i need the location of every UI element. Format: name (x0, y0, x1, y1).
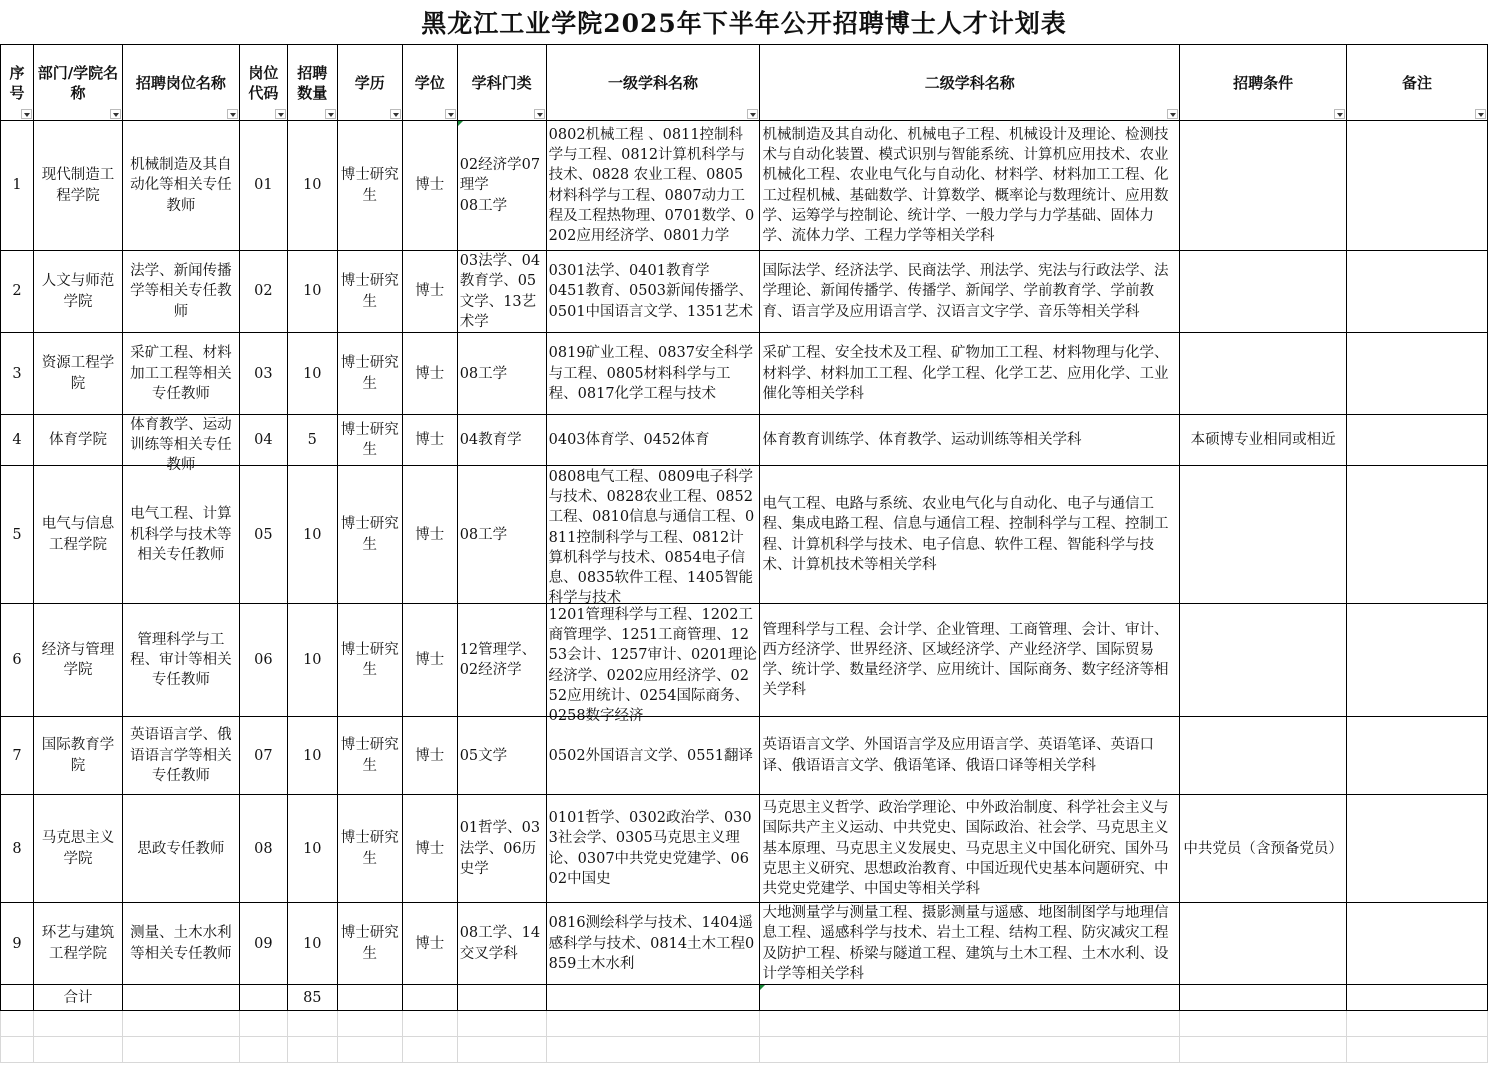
education-cell[interactable]: 博士研究生 (337, 604, 402, 717)
comment-marker (458, 121, 463, 126)
table-row (1, 121, 1488, 251)
condition-cell[interactable] (1180, 466, 1347, 604)
count-cell[interactable]: 10 (287, 604, 337, 717)
empty-cell[interactable] (402, 1011, 457, 1037)
total-empty-cell[interactable] (1347, 985, 1488, 1011)
recruitment-table (0, 44, 1488, 1063)
post-cell[interactable]: 思政专任教师 (122, 795, 239, 903)
filter-dropdown-icon[interactable] (1334, 109, 1345, 119)
filter-dropdown-icon[interactable] (445, 109, 456, 119)
second-level-cell[interactable]: 马克思主义哲学、政治学理论、中外政治制度、科学社会主义与国际共产主义运动、中共党史、国际政治、社会学、马克思主义基本原理、马克思主义发展史、马克思主义中国化研究、国外马克思主义研究、思想政治教育、中国近现代史基本问题研究、中共党史党建学、中国史等相关学科 (760, 795, 1180, 903)
filter-dropdown-icon[interactable] (227, 109, 238, 119)
condition-cell[interactable]: 本硕博专业相同或相近 (1180, 415, 1347, 466)
degree-cell[interactable]: 博士 (402, 795, 457, 903)
degree-cell[interactable]: 博士 (402, 466, 457, 604)
header-label: 岗位代码 (248, 63, 279, 102)
note-cell[interactable] (1347, 466, 1488, 604)
education-cell[interactable]: 博士研究生 (337, 466, 402, 604)
category-cell[interactable] (457, 121, 546, 251)
degree-cell[interactable]: 博士 (402, 717, 457, 795)
dept-cell[interactable]: 电气与信息工程学院 (33, 466, 122, 604)
first-level-cell[interactable]: 0502外国语言文学、0551翻译 (546, 717, 760, 795)
header-label: 学历 (354, 73, 385, 92)
row-number[interactable]: 9 (1, 903, 34, 985)
dept-cell[interactable]: 资源工程学院 (33, 333, 122, 415)
education-cell[interactable]: 博士研究生 (337, 121, 402, 251)
first-level-text: 1201管理科学与工程、1202工商管理学、1251工商管理、1253会计、1257审计、0201理论经济学、0202应用经济学、0252应用统计、0254国际商务、0258数字经济 (548, 606, 757, 725)
row-number[interactable]: 4 (1, 415, 34, 466)
dept-cell[interactable]: 马克思主义学院 (33, 795, 122, 903)
empty-cell[interactable] (337, 1037, 402, 1063)
empty-cell[interactable] (1347, 1037, 1488, 1063)
second-level-cell[interactable]: 管理科学与工程、会计学、企业管理、工商管理、会计、审计、西方经济学、世界经济、区域经济学、产业经济学、国际贸易学、统计学、数量经济学、应用统计、国际商务、数字经济等相关学科 (760, 604, 1180, 717)
table-row (1, 415, 1488, 466)
total-empty-cell[interactable] (760, 985, 1180, 1011)
count-cell[interactable]: 10 (287, 121, 337, 251)
empty-cell[interactable] (546, 1037, 760, 1063)
header-cell[interactable] (760, 45, 1180, 121)
empty-cell[interactable] (33, 1037, 122, 1063)
page-title: 黑龙江工业学院2025年下半年公开招聘博士人才计划表 (421, 9, 1067, 38)
education-cell[interactable]: 博士研究生 (337, 333, 402, 415)
dept-cell[interactable]: 国际教育学院 (33, 717, 122, 795)
total-empty-cell[interactable] (546, 985, 760, 1011)
table-row (1, 903, 1488, 985)
note-cell[interactable] (1347, 795, 1488, 903)
count-cell[interactable]: 10 (287, 717, 337, 795)
empty-cell[interactable] (122, 1011, 239, 1037)
category-cell[interactable]: 01哲学、03法学、06历史学 (457, 795, 546, 903)
code-cell[interactable]: 04 (239, 415, 287, 466)
total-row (1, 985, 1488, 1011)
note-cell[interactable] (1347, 717, 1488, 795)
degree-cell[interactable]: 博士 (402, 251, 457, 333)
category-cell[interactable]: 08工学 (457, 466, 546, 604)
empty-cell[interactable] (760, 1011, 1180, 1037)
count-cell[interactable]: 10 (287, 466, 337, 604)
degree-cell[interactable]: 博士 (402, 903, 457, 985)
total-empty-cell[interactable] (337, 985, 402, 1011)
note-cell[interactable] (1347, 903, 1488, 985)
empty-cell[interactable] (1180, 1011, 1347, 1037)
post-cell[interactable]: 采矿工程、材料加工工程等相关专任教师 (122, 333, 239, 415)
header-label: 招聘岗位名称 (135, 73, 226, 92)
category-cell[interactable]: 03法学、04教育学、05文学、13艺术学 (457, 251, 546, 333)
code-cell[interactable]: 08 (239, 795, 287, 903)
row-number[interactable]: 3 (1, 333, 34, 415)
total-count[interactable]: 85 (287, 985, 337, 1011)
education-cell[interactable]: 博士研究生 (337, 415, 402, 466)
table-row (1, 717, 1488, 795)
code-cell[interactable]: 06 (239, 604, 287, 717)
header-label: 部门/学院名称 (37, 63, 119, 102)
table-row (1, 795, 1488, 903)
code-cell[interactable]: 03 (239, 333, 287, 415)
post-cell[interactable]: 测量、土木水利等相关专任教师 (122, 903, 239, 985)
empty-cell[interactable] (457, 1037, 546, 1063)
note-cell[interactable] (1347, 251, 1488, 333)
category-text: 02经济学07理学 08工学 (459, 157, 541, 214)
filter-dropdown-icon[interactable] (747, 109, 758, 119)
header-label: 一级学科名称 (608, 73, 699, 92)
header-cell[interactable] (337, 45, 402, 121)
header-label: 招聘条件 (1233, 73, 1294, 92)
dept-cell[interactable]: 人文与师范学院 (33, 251, 122, 333)
dept-cell[interactable]: 经济与管理学院 (33, 604, 122, 717)
dept-cell[interactable]: 环艺与建筑工程学院 (33, 903, 122, 985)
condition-cell[interactable]: 中共党员（含预备党员） (1180, 795, 1347, 903)
table-row (1, 251, 1488, 333)
second-level-cell[interactable]: 英语语言文学、外国语言学及应用语言学、英语笔译、英语口译、俄语语言文学、俄语笔译、俄语口译等相关学科 (760, 717, 1180, 795)
row-number[interactable]: 6 (1, 604, 34, 717)
code-cell[interactable]: 01 (239, 121, 287, 251)
condition-cell[interactable] (1180, 121, 1347, 251)
header-cell[interactable] (457, 45, 546, 121)
total-empty-cell[interactable] (1, 985, 34, 1011)
header-cell[interactable] (546, 45, 760, 121)
second-level-cell[interactable]: 体育教育训练学、体育教学、运动训练等相关学科 (760, 415, 1180, 466)
empty-cell[interactable] (402, 1037, 457, 1063)
post-cell[interactable]: 管理科学与工程、审计等相关专任教师 (122, 604, 239, 717)
filter-dropdown-icon[interactable] (1475, 109, 1486, 119)
category-cell[interactable]: 08工学、14交叉学科 (457, 903, 546, 985)
total-empty-cell[interactable] (1180, 985, 1347, 1011)
empty-cell[interactable] (122, 1037, 239, 1063)
empty-cell[interactable] (546, 1011, 760, 1037)
empty-cell[interactable] (1347, 1011, 1488, 1037)
total-label[interactable]: 合计 (33, 985, 122, 1011)
post-cell[interactable]: 机械制造及其自动化等相关专任教师 (122, 121, 239, 251)
table-row (1, 604, 1488, 717)
empty-cell[interactable] (239, 1037, 287, 1063)
dept-cell[interactable]: 体育学院 (33, 415, 122, 466)
second-level-cell[interactable]: 机械制造及其自动化、机械电子工程、机械设计及理论、检测技术与自动化装置、模式识别与智能系统、计算机应用技术、农业机械化工程、农业电气化与自动化、材料学、材料加工工程、化工过程机械、基础数学、计算数学、概率论与数理统计、应用数学、运筹学与控制论、统计学、一般力学与力学基础、固体力学、流体力学、工程力学等相关学科 (760, 121, 1180, 251)
empty-cell[interactable] (1, 1011, 34, 1037)
education-cell[interactable]: 博士研究生 (337, 795, 402, 903)
header-label: 序号 (9, 63, 25, 102)
note-cell[interactable] (1347, 121, 1488, 251)
first-level-cell[interactable]: 0403体育学、0452体育 (546, 415, 760, 466)
second-level-cell[interactable]: 电气工程、电路与系统、农业电气化与自动化、电子与通信工程、集成电路工程、信息与通信工程、控制科学与工程、控制工程、计算机科学与技术、电子信息、软件工程、智能科学与技术、计算机技术等相关学科 (760, 466, 1180, 604)
empty-cell[interactable] (239, 1011, 287, 1037)
filter-dropdown-icon[interactable] (21, 109, 32, 119)
filter-dropdown-icon[interactable] (325, 109, 336, 119)
empty-cell[interactable] (337, 1011, 402, 1037)
first-level-cell[interactable]: 0101哲学、0302政治学、0303社会学、0305马克思主义理论、0307中共党史党建学、0602中国史 (546, 795, 760, 903)
header-label: 二级学科名称 (924, 73, 1015, 92)
code-cell[interactable]: 07 (239, 717, 287, 795)
empty-cell[interactable] (287, 1037, 337, 1063)
count-cell[interactable]: 10 (287, 795, 337, 903)
empty-row (1, 1011, 1488, 1037)
condition-cell[interactable] (1180, 333, 1347, 415)
header-cell[interactable] (287, 45, 337, 121)
condition-cell[interactable] (1180, 251, 1347, 333)
table-row (1, 466, 1488, 604)
count-cell[interactable]: 10 (287, 333, 337, 415)
filter-dropdown-icon[interactable] (275, 109, 286, 119)
first-level-cell[interactable]: 0816测绘科学与技术、1404遥感科学与技术、0814土木工程0859土木水利 (546, 903, 760, 985)
header-cell[interactable] (402, 45, 457, 121)
code-cell[interactable]: 02 (239, 251, 287, 333)
category-cell[interactable]: 08工学 (457, 333, 546, 415)
empty-cell[interactable] (1, 1037, 34, 1063)
category-cell[interactable]: 05文学 (457, 717, 546, 795)
post-cell[interactable]: 电气工程、计算机科学与技术等相关专任教师 (122, 466, 239, 604)
total-empty-cell[interactable] (457, 985, 546, 1011)
second-level-cell[interactable]: 采矿工程、安全技术及工程、矿物加工工程、材料物理与化学、材料学、材料加工工程、化学工程、化学工艺、应用化学、工业催化等相关学科 (760, 333, 1180, 415)
empty-cell[interactable] (457, 1011, 546, 1037)
education-cell[interactable]: 博士研究生 (337, 717, 402, 795)
post-text: 体育教学、运动训练等相关专任教师 (130, 417, 232, 474)
header-cell[interactable] (1, 45, 34, 121)
first-level-cell[interactable]: 0802机械工程 、0811控制科学与工程、0812计算机科学与技术、0828 农业工程、0805材料科学与工程、0807动力工程及工程热物理、0701数学、0202应用经济学、0801力学 (546, 121, 760, 251)
row-number[interactable]: 1 (1, 121, 34, 251)
header-cell[interactable] (1180, 45, 1347, 121)
empty-cell[interactable] (1180, 1037, 1347, 1063)
empty-cell[interactable] (760, 1037, 1180, 1063)
dept-cell[interactable]: 现代制造工程学院 (33, 121, 122, 251)
post-cell[interactable]: 英语语言学、俄语语言学等相关专任教师 (122, 717, 239, 795)
code-cell[interactable]: 05 (239, 466, 287, 604)
category-cell[interactable]: 04教育学 (457, 415, 546, 466)
first-level-cell[interactable] (546, 466, 760, 607)
row-number[interactable]: 2 (1, 251, 34, 333)
post-cell[interactable]: 法学、新闻传播学等相关专任教师 (122, 251, 239, 333)
first-level-cell[interactable]: 0301法学、0401教育学 0451教育、0503新闻传播学、0501中国语言文学、1351艺术 (546, 251, 760, 333)
header-cell[interactable] (122, 45, 239, 121)
header-row (1, 45, 1488, 121)
condition-cell[interactable] (1180, 717, 1347, 795)
note-cell[interactable] (1347, 415, 1488, 466)
header-label: 招聘数量 (297, 63, 328, 102)
row-number[interactable]: 8 (1, 795, 34, 903)
total-empty-cell[interactable] (402, 985, 457, 1011)
education-cell[interactable]: 博士研究生 (337, 903, 402, 985)
header-label: 学科门类 (471, 73, 532, 92)
filter-dropdown-icon[interactable] (1167, 109, 1178, 119)
education-cell[interactable]: 博士研究生 (337, 251, 402, 333)
filter-dropdown-icon[interactable] (390, 109, 401, 119)
empty-row (1, 1037, 1488, 1063)
comment-marker (760, 985, 765, 990)
degree-cell[interactable]: 博士 (402, 333, 457, 415)
degree-cell[interactable]: 博士 (402, 415, 457, 466)
category-cell[interactable]: 12管理学、02经济学 (457, 604, 546, 717)
total-empty-cell[interactable] (122, 985, 239, 1011)
second-level-cell[interactable]: 国际法学、经济法学、民商法学、刑法学、宪法与行政法学、法学理论、新闻传播学、传播学、新闻学、学前教育学、学前教育、语言学及应用语言学、汉语言文字学、音乐等相关学科 (760, 251, 1180, 333)
header-label: 学位 (414, 73, 445, 92)
count-cell[interactable]: 5 (287, 415, 337, 466)
row-number[interactable]: 5 (1, 466, 34, 604)
count-cell[interactable]: 10 (287, 251, 337, 333)
first-level-cell[interactable]: 0819矿业工程、0837安全科学与工程、0805材料科学与工程、0817化学工程与技术 (546, 333, 760, 415)
condition-cell[interactable] (1180, 604, 1347, 717)
note-cell[interactable] (1347, 604, 1488, 717)
table-row (1, 333, 1488, 415)
code-cell[interactable]: 09 (239, 903, 287, 985)
first-level-text: 0808电气工程、0809电子科学与技术、0828农业工程、0852工程、0810信息与通信工程、0811控制科学与工程、0812计算机科学与技术、0854电子信息、0835软件工程、1405智能科学与技术 (548, 468, 755, 607)
degree-cell[interactable]: 博士 (402, 604, 457, 717)
condition-cell[interactable] (1180, 903, 1347, 985)
first-level-cell[interactable] (546, 604, 760, 725)
second-level-cell[interactable]: 大地测量学与测量工程、摄影测量与遥感、地图制图学与地理信息工程、遥感科学与技术、岩土工程、结构工程、防灾减灾工程及防护工程、桥梁与隧道工程、建筑与土木工程、土木水利、设计学等相关学科 (760, 903, 1180, 985)
row-number[interactable]: 7 (1, 717, 34, 795)
filter-dropdown-icon[interactable] (534, 109, 545, 119)
header-label: 备注 (1402, 73, 1433, 92)
degree-cell[interactable]: 博士 (402, 121, 457, 251)
header-cell[interactable] (1347, 45, 1488, 121)
note-cell[interactable] (1347, 333, 1488, 415)
empty-cell[interactable] (287, 1011, 337, 1037)
empty-cell[interactable] (33, 1011, 122, 1037)
post-cell[interactable] (122, 415, 239, 474)
total-empty-cell[interactable] (239, 985, 287, 1011)
header-cell[interactable] (33, 45, 122, 121)
filter-dropdown-icon[interactable] (110, 109, 121, 119)
count-cell[interactable]: 10 (287, 903, 337, 985)
header-cell[interactable] (239, 45, 287, 121)
